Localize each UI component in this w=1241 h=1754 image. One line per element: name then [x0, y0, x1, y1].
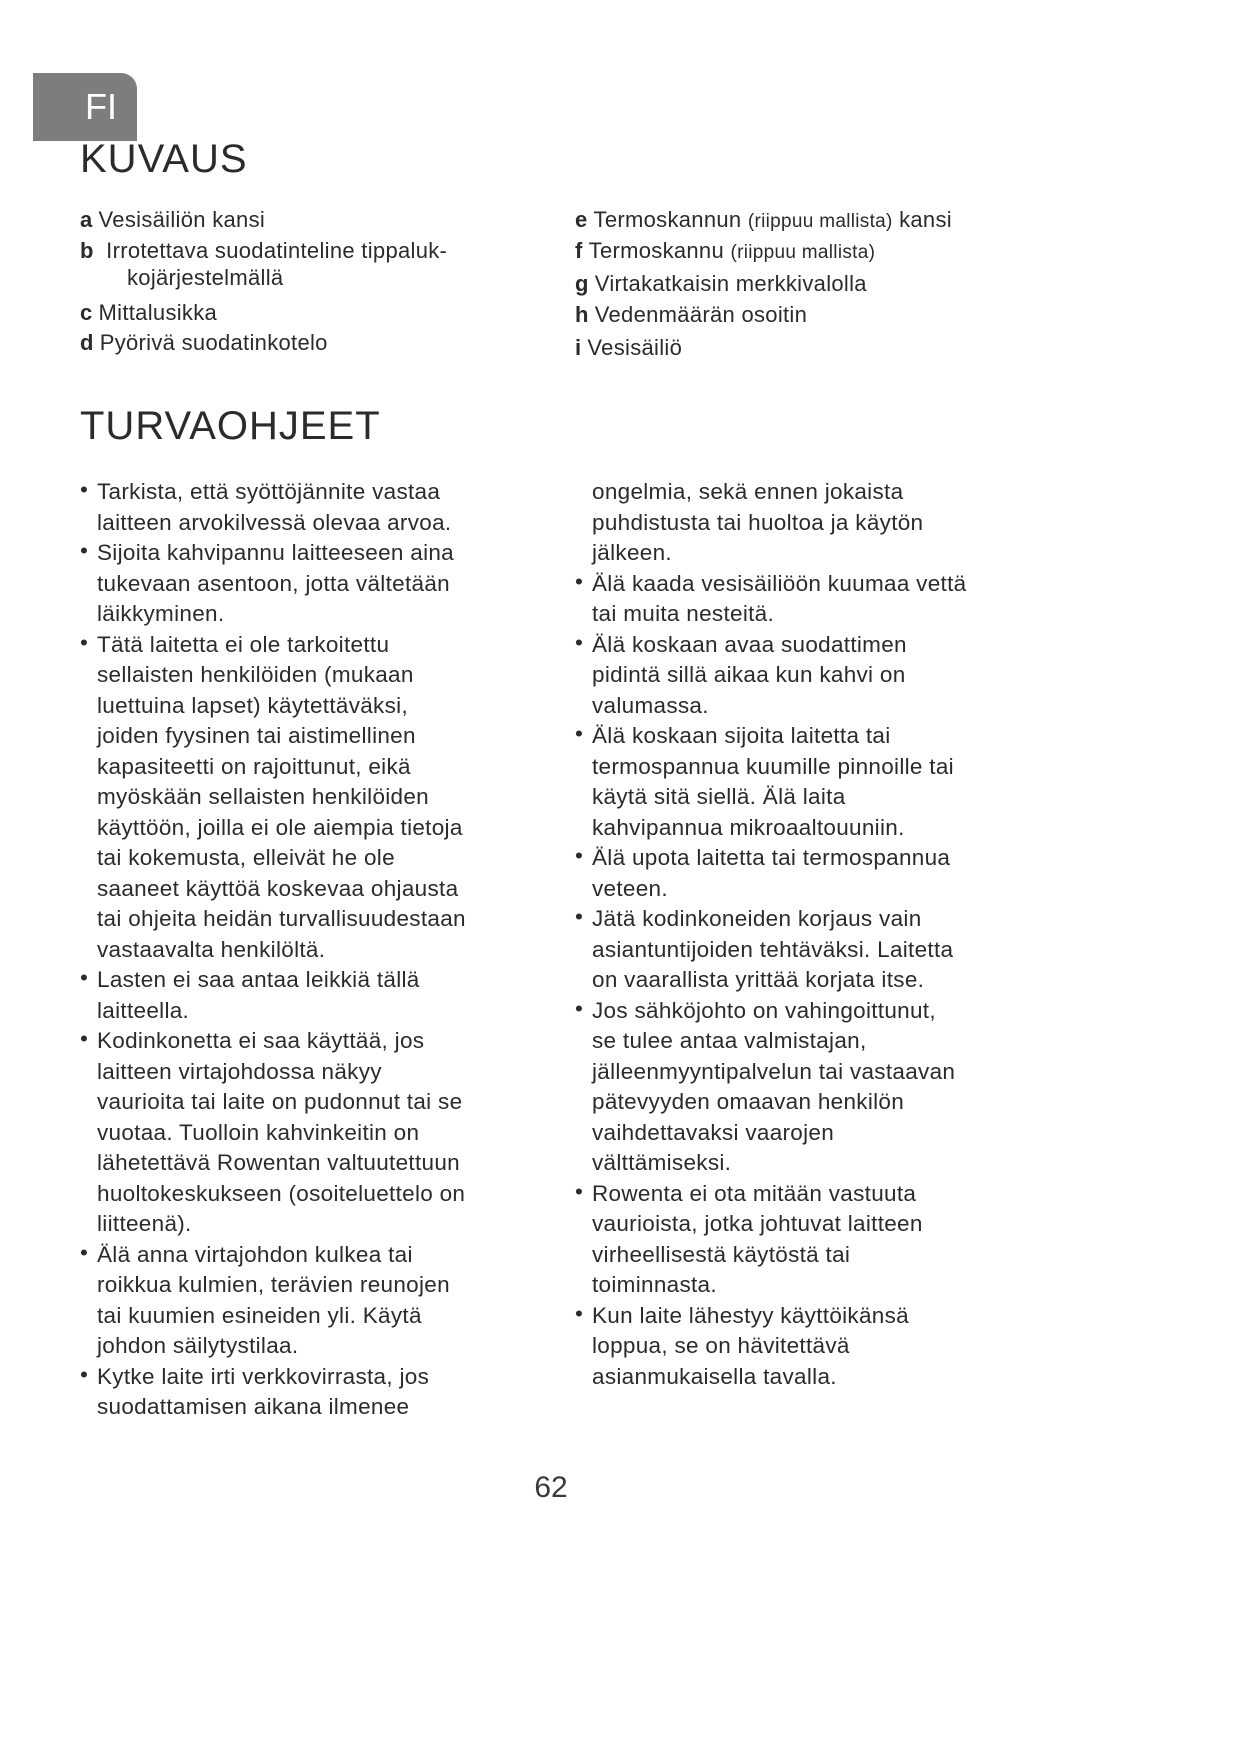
safety-item — [575, 1179, 1045, 1301]
safety-text-line: Tätä laitetta ei ole tarkoitettu — [97, 631, 390, 657]
safety-column-right — [575, 477, 1045, 1392]
safety-column-left — [80, 477, 550, 1423]
item-text: Vesisäiliön kansi — [98, 207, 266, 232]
safety-text-line: puhdistusta tai huoltoa ja käytön — [592, 509, 924, 535]
item-key: a — [80, 207, 93, 232]
item-text: Virtakatkaisin merkkivalolla — [594, 271, 867, 296]
item-text: Mittalusikka — [98, 300, 218, 325]
safety-item — [80, 477, 550, 538]
safety-text-line: toiminnasta. — [592, 1272, 717, 1297]
safety-text-line: Jos sähköjohto on vahingoittunut, — [592, 997, 936, 1023]
safety-text-line: johdon säilytystilaa. — [97, 1333, 299, 1358]
safety-text-line: kahvipannua mikroaaltouuniin. — [592, 814, 905, 840]
safety-item — [575, 843, 1045, 904]
safety-text-line: tai kuumien esineiden yli. Käytä — [97, 1302, 422, 1328]
safety-text-line: suodattamisen aikana ilmenee — [97, 1394, 410, 1419]
item-key: e — [575, 207, 588, 232]
safety-text-line: sellaisten henkilöiden (mukaan — [97, 662, 414, 687]
item-key: i — [575, 335, 582, 360]
safety-text-line: käyttöön, joilla ei ole aiempia tietoja — [97, 814, 463, 840]
item-text-continuation: kojärjestelmällä — [127, 265, 284, 290]
bullet: • — [80, 538, 89, 563]
safety-list-right — [575, 477, 1045, 1392]
bullet: • — [575, 1178, 584, 1204]
safety-text-line: Tarkista, että syöttöjännite vastaa — [97, 479, 441, 504]
item-text: Vesisäiliö — [587, 335, 683, 360]
safety-heading: TURVAOHJEET — [80, 404, 381, 448]
description-list-right — [575, 207, 1035, 367]
safety-text-line: Kodinkonetta ei saa käyttää, jos — [97, 1028, 425, 1053]
item-key: g — [575, 271, 589, 296]
description-item-f — [575, 238, 875, 264]
safety-text-line: asiantuntijoiden tehtäväksi. Laitetta — [592, 936, 954, 962]
safety-text-line: tai kokemusta, elleivät he ole — [97, 845, 395, 870]
safety-item — [80, 1362, 550, 1423]
item-text: Termoskannun — [593, 207, 742, 232]
safety-text-line: laitteen virtajohdossa näkyy — [97, 1058, 382, 1084]
bullet: • — [575, 995, 584, 1021]
safety-text-line: asianmukaisella tavalla. — [592, 1363, 837, 1389]
safety-text-line: liitteenä). — [97, 1211, 192, 1236]
item-key: c — [80, 300, 93, 325]
safety-text-line: Kun laite lähestyy käyttöikänsä — [592, 1302, 909, 1328]
safety-item — [80, 538, 550, 630]
item-text: Irrotettava suodatinteline tippaluk- — [106, 238, 448, 263]
description-heading: KUVAUS — [80, 137, 248, 181]
safety-text-line: laitteella. — [97, 997, 190, 1023]
safety-text-line: on vaarallista yrittää korjata itse. — [592, 967, 925, 992]
safety-text-line: saaneet käyttöä koskevaa ohjausta — [97, 875, 459, 901]
bullet: • — [575, 904, 584, 929]
item-text: Termoskannu — [588, 238, 725, 263]
safety-text-line: läikkyminen. — [97, 601, 225, 626]
safety-text-line: vastaavalta henkilöltä. — [97, 936, 326, 962]
safety-text-line: Kytke laite irti verkkovirrasta, jos — [97, 1363, 430, 1389]
safety-text-line: termospannua kuumille pinnoille tai — [592, 753, 954, 779]
item-key: h — [575, 302, 589, 327]
safety-text-line: virheellisestä käytöstä tai — [592, 1241, 851, 1267]
safety-text-line: joiden fyysinen tai aistimellinen — [97, 723, 416, 748]
safety-text-line: tukevaan asentoon, jotta vältetään — [97, 570, 450, 596]
safety-item-continuation — [575, 477, 1045, 569]
safety-text-line: vaurioista, jotka johtuvat laitteen — [592, 1211, 923, 1236]
description-item-g — [575, 271, 867, 297]
safety-text-line: kapasiteetti on rajoittunut, eikä — [97, 753, 411, 779]
safety-text-line: Jätä kodinkoneiden korjaus vain — [592, 906, 922, 931]
description-item-e — [575, 207, 952, 233]
safety-text-line: luettuina lapset) käytettäväksi, — [97, 692, 409, 718]
bullet: • — [575, 721, 584, 746]
bullet: • — [80, 1361, 89, 1387]
model-dependent-note: (riippuu mallista) — [730, 242, 876, 263]
safety-text-line: vaurioita tai laite on pudonnut tai se — [97, 1089, 463, 1114]
bullet: • — [80, 477, 89, 502]
safety-text-line: Älä kaada vesisäiliöön kuumaa vettä — [592, 570, 967, 596]
description-item-d — [80, 330, 328, 356]
safety-text-line: Älä koskaan sijoita laitetta tai — [592, 723, 891, 748]
item-key: b — [80, 238, 94, 263]
safety-text-line: tai muita nesteitä. — [592, 601, 775, 626]
description-item-a — [80, 207, 265, 233]
safety-text-line: jälleenmyyntipalvelun tai vastaavan — [592, 1058, 956, 1084]
safety-text-line: Älä upota laitetta tai termospannua — [592, 845, 951, 870]
safety-item — [575, 630, 1045, 722]
safety-item — [80, 630, 550, 966]
item-text: Vedenmäärän osoitin — [594, 302, 808, 327]
language-tab: FI — [33, 73, 137, 141]
description-item-h — [575, 302, 807, 328]
safety-text-line: tai ohjeita heidän turvallisuudestaan — [97, 906, 466, 931]
safety-text-line: pidintä sillä aikaa kun kahvi on — [592, 662, 906, 687]
safety-text-line: Lasten ei saa antaa leikkiä tällä — [97, 967, 420, 992]
safety-item — [80, 1240, 550, 1362]
safety-text-line: pätevyyden omaavan henkilön — [592, 1089, 905, 1114]
safety-item — [575, 569, 1045, 630]
bullet: • — [575, 629, 584, 655]
safety-text-line: ongelmia, sekä ennen jokaista — [592, 479, 904, 504]
item-text: Pyörivä suodatinkotelo — [99, 330, 328, 355]
safety-text-line: vaihdettavaksi vaarojen — [592, 1119, 835, 1145]
description-item-i — [575, 335, 682, 361]
safety-item — [575, 1301, 1045, 1393]
description-item-c — [80, 300, 217, 326]
safety-text-line: laitteen arvokilvessä olevaa arvoa. — [97, 509, 452, 535]
safety-text-line: Sijoita kahvipannu laitteeseen aina — [97, 540, 454, 565]
safety-text-line: Rowenta ei ota mitään vastuuta — [592, 1180, 917, 1206]
safety-text-line: Älä koskaan avaa suodattimen — [592, 631, 907, 657]
safety-item — [80, 1026, 550, 1240]
item-key: f — [575, 238, 583, 263]
safety-item — [80, 965, 550, 1026]
safety-text-line: lähetettävä Rowentan valtuutettuun — [97, 1150, 460, 1175]
safety-text-line: veteen. — [592, 875, 668, 901]
safety-item — [575, 996, 1045, 1179]
safety-text-line: vuotaa. Tuolloin kahvinkeitin on — [97, 1119, 420, 1145]
safety-text-line: valumassa. — [592, 692, 709, 718]
model-dependent-note: (riippuu mallista) — [747, 211, 893, 232]
item-text: kansi — [899, 207, 952, 232]
description-list-left — [80, 207, 540, 367]
safety-text-line: loppua, se on hävitettävä — [592, 1333, 850, 1358]
safety-item — [575, 721, 1045, 843]
item-key: d — [80, 330, 94, 355]
description-item-b — [80, 238, 447, 264]
safety-text-line: myöskään sellaisten henkilöiden — [97, 784, 429, 809]
bullet: • — [80, 965, 89, 990]
safety-text-line: se tulee antaa valmistajan, — [592, 1028, 867, 1053]
safety-list-left — [80, 477, 550, 1423]
safety-text-line: Älä anna virtajohdon kulkea tai — [97, 1241, 413, 1267]
page-number: 62 — [534, 1471, 568, 1504]
safety-text-line: käytä sitä siellä. Älä laita — [592, 784, 846, 809]
bullet: • — [575, 568, 584, 594]
safety-item — [575, 904, 1045, 996]
safety-text-line: roikkua kulmien, terävien reunojen — [97, 1272, 450, 1297]
bullet: • — [575, 1300, 584, 1326]
safety-text-line: välttämiseksi. — [592, 1150, 732, 1175]
safety-text-line: huoltokeskukseen (osoiteluettelo on — [97, 1180, 466, 1206]
safety-text-line: jälkeen. — [592, 540, 672, 565]
bullet: • — [80, 629, 89, 655]
bullet: • — [575, 843, 584, 868]
bullet: • — [80, 1026, 89, 1051]
bullet: • — [80, 1239, 89, 1265]
